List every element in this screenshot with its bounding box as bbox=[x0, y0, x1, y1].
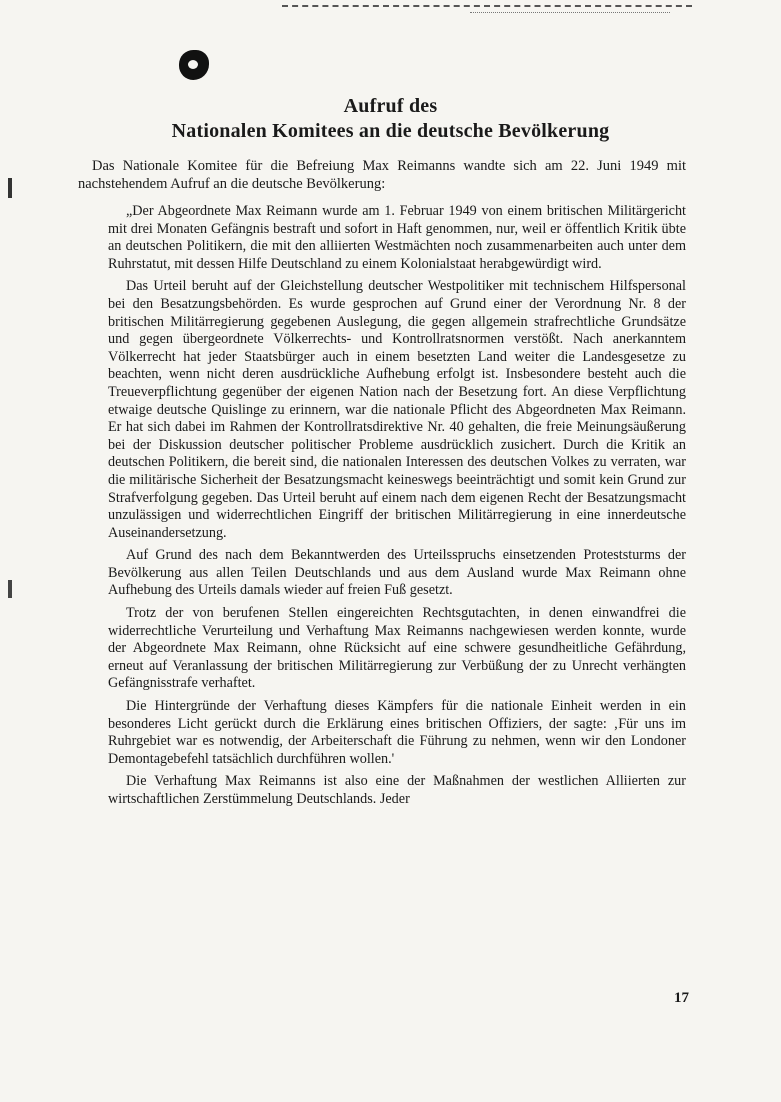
paragraph-6: Die Verhaftung Max Reimanns ist also eine der Maßnahmen der westlichen Alliierten zur wirtschaftlichen Zerstümmelung Deutschlands. Jeder bbox=[108, 773, 686, 807]
top-scan-rule-2 bbox=[470, 12, 670, 13]
top-scan-rule bbox=[282, 5, 692, 7]
margin-mark-2 bbox=[8, 580, 12, 598]
ink-blot-mark bbox=[179, 50, 209, 80]
heading-line-1: Aufruf des bbox=[343, 95, 438, 117]
paragraph-4: Trotz der von berufenen Stellen eingereichten Rechtsgutachten, in denen einwandfrei die widerrechtliche Verurteilung und Verhaftung Max Reimanns nachgewiesen werden konnte, wurde der Abgeordnete Max Reimann, ohne Rücksicht auf eine schwere gesundheitliche Gefährdung, erneut auf Veranlassung der britischen Militärregierung zur Verbüßung der zu Unrecht verhängten Gefängnisstrafe verhaftet. bbox=[108, 605, 686, 692]
paragraph-2: Das Urteil beruht auf der Gleichstellung deutscher Westpolitiker mit technischem Hilfspersonal bei den Besatzungsbehörden. Es wurde gesprochen auf Grund einer der Verordnung Nr. 8 der britischen Militärregierung gegebenen Auslegung, die gegen allgemein strafrechtliche Grundsätze und gegen übergeordnete Völkerrechts- und Kontrollratsnormen verstößt. Nach anerkanntem Völkerrecht hat jeder Staatsbürger auch in einem besetzten Land weiter die Landesgesetze zu beachten, wenn nicht deren ausdrückliche Aufhebung erfolgt ist. Insbesondere besteht auch die Treueverpflichtung gegenüber der eigenen Nation nach der Besetzung fort. An diese Verpflichtung etwaige deutsche Quislinge zu erinnern, war die nationale Pflicht des Abgeordneten Max Reimann. Er hat sich dabei im Rahmen der Kontrollratsdirektive Nr. 40 gehalten, die freie Meinungsäußerung bei der Diskussion deutscher politischer Probleme ausdrücklich zusichert. Durch die Kritik an deutschen Politikern, die bereit sind, die nationalen Interessen des deutschen Volkes zu verraten, war die militärische Sicherheit der Besatzungsmacht keineswegs beeinträchtigt und somit kein Grund zur Strafverfolgung gegeben. Das Urteil beruht auf einem nach dem eigenen Recht der Besatzungsmacht unzulässigen und widerrechtlichen Eingriff der britischen Militärregierung in eine innerdeutsche Auseinandersetzung. bbox=[108, 278, 686, 541]
paragraph-3: Auf Grund des nach dem Bekanntwerden des Urteilsspruchs einsetzenden Proteststurms der Bevölkerung aus allen Teilen Deutschlands und aus dem Ausland wurde Max Reimann ohne Aufhebung des Urteils damals wieder auf freien Fuß gesetzt. bbox=[108, 547, 686, 599]
paragraph-5: Die Hintergründe der Verhaftung dieses Kämpfers für die nationale Einheit werden in ein besonderes Licht gerückt durch die Erklärung eines britischen Offiziers, der sagte: ‚Für uns im Ruhrgebiet war es notwendig, der Arbeiterschaft die Führung zu nehmen, wenn wir den Londoner Demontagebefehl tatsächlich durchführen wollen.' bbox=[108, 698, 686, 767]
page-number: 17 bbox=[674, 990, 689, 1006]
intro-text: Das Nationale Komitee für die Befreiung Max Reimanns wandte sich am 22. Juni 1949 mit nachstehendem Aufruf an die deutsche Bevölkerung: bbox=[78, 158, 686, 192]
heading-line-2: Nationalen Komitees an die deutsche Bevölkerung bbox=[171, 120, 610, 142]
paragraph-1: „Der Abgeordnete Max Reimann wurde am 1. Februar 1949 von einem britischen Militärgericht mit drei Monaten Gefängnis bestraft und sofort in Haft genommen, nur, weil er öffentlich Kritik übte an deutschen Politikern, die mit den alliierten Westmächten noch zusammenarbeiten auch unter dem Ruhrstatut, mit dessen Hilfe Deutschland zu einem Kolonialstaat herabgewürdigt wird. bbox=[108, 203, 686, 272]
margin-mark bbox=[8, 178, 12, 198]
appeal-body bbox=[108, 203, 686, 814]
intro-paragraph bbox=[78, 157, 686, 193]
